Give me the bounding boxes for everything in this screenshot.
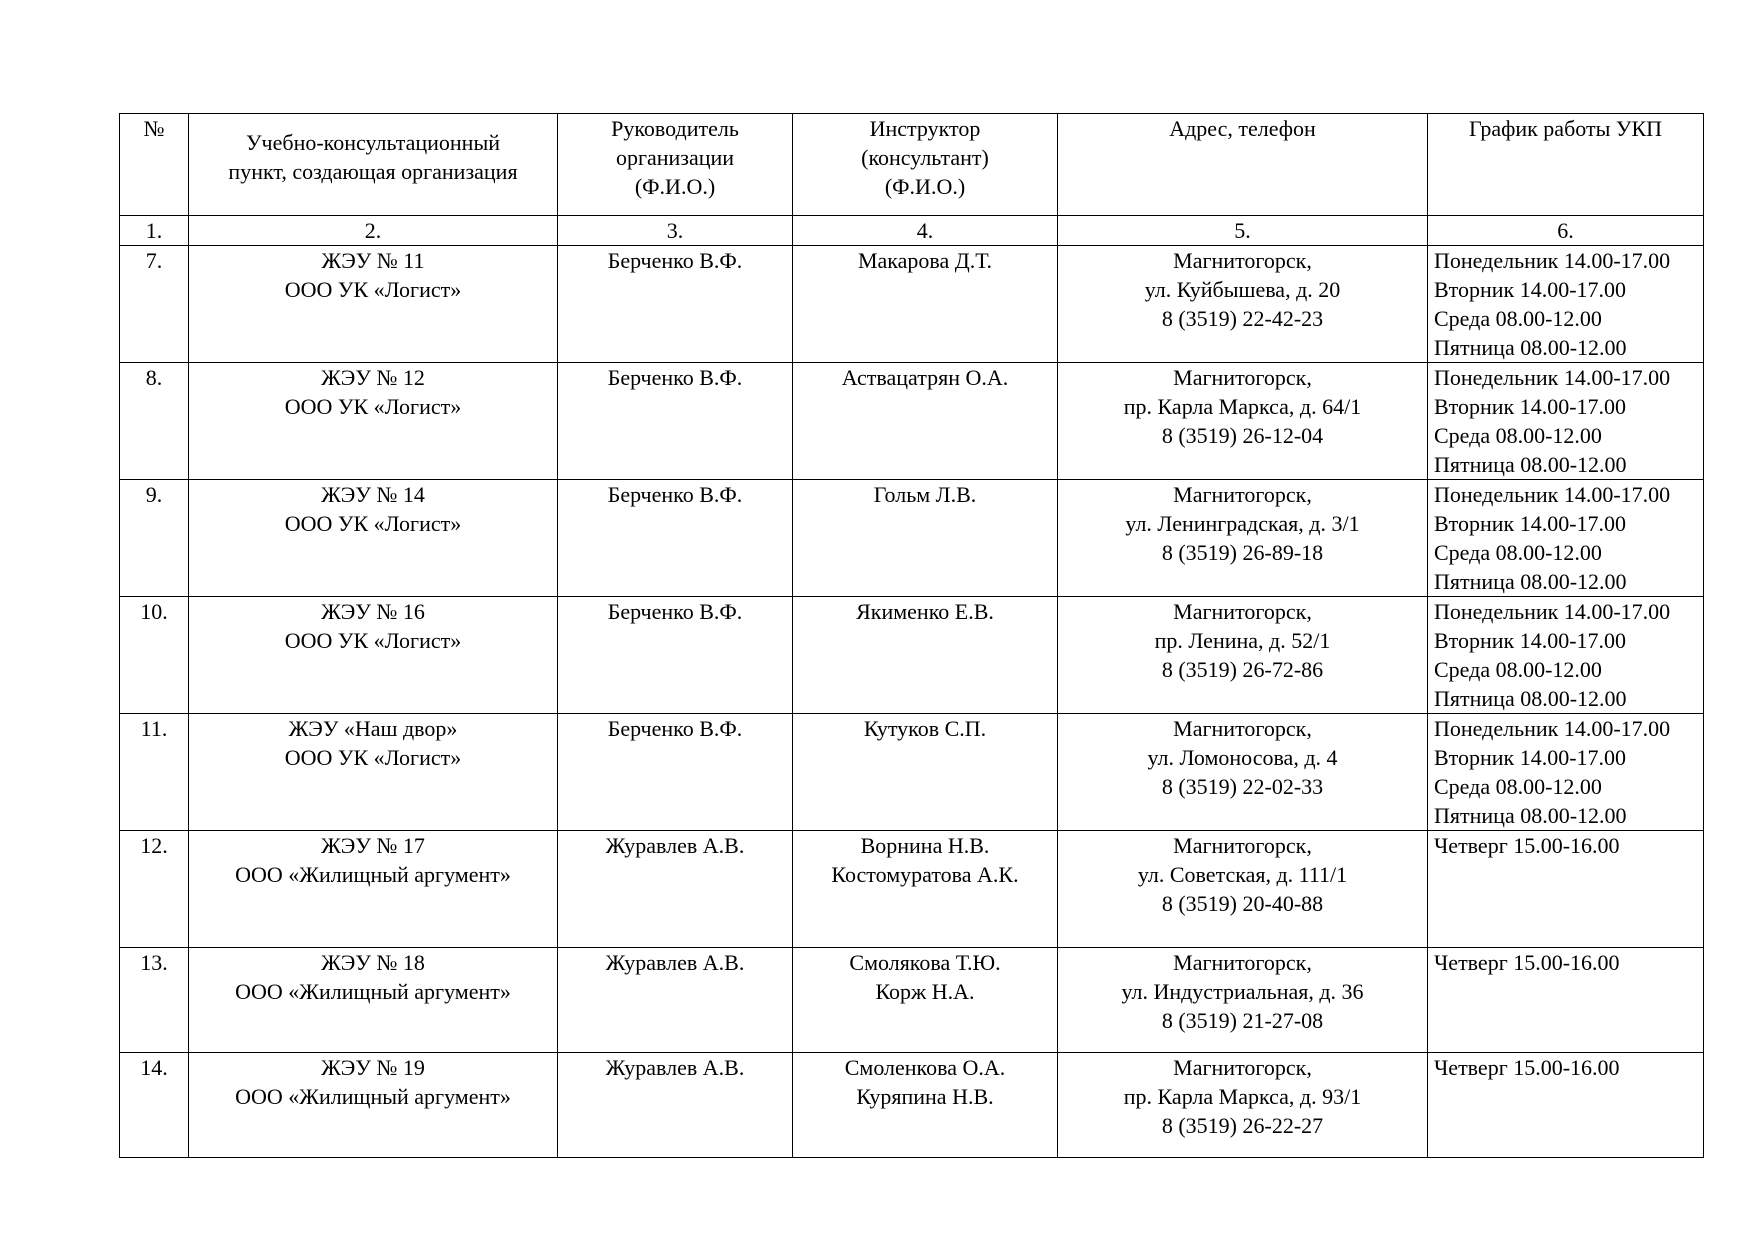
table-row [120,480,1704,597]
address-phone-text: пр. Ленина, д. 52/1 [1154,628,1331,653]
address-phone-text: 8 (3519) 26-22-27 [1161,1113,1324,1138]
work-schedule-text: Среда 08.00-12.00 [1434,657,1602,682]
address-phone-text: 8 (3519) 22-42-23 [1161,306,1324,331]
address-phone-text: ул. Ленинградская, д. 3/1 [1125,511,1360,536]
row-number-cell [120,831,189,948]
work-schedule-text: Понедельник 14.00-17.00 [1434,365,1671,390]
consultation-point-text: ЖЭУ № 18 [321,950,425,975]
address-phone-text: 8 (3519) 26-72-86 [1161,657,1324,682]
instructor-cell [793,948,1058,1053]
work-schedule-cell [1428,714,1704,831]
work-schedule-text: Понедельник 14.00-17.00 [1434,248,1671,273]
column-number: 2. [189,216,558,246]
address-phone-text: Магнитогорск, [1173,482,1312,507]
address-phone-text: Магнитогорск, [1173,833,1312,858]
work-schedule-cell [1428,948,1704,1053]
address-phone-cell [1058,597,1428,714]
header-cell-address [1058,114,1428,216]
address-phone-cell [1058,948,1428,1053]
row-number-text: 9. [145,482,163,507]
table-row [120,246,1704,363]
organization-head-text: Берченко В.Ф. [607,365,743,390]
address-phone-text: Магнитогорск, [1173,1055,1312,1080]
address-phone-cell [1058,363,1428,480]
work-schedule-text: Вторник 14.00-17.00 [1434,277,1627,302]
instructor-cell [793,480,1058,597]
address-phone-text: Магнитогорск, [1173,950,1312,975]
header-text: № [143,116,165,141]
consultation-point-cell [189,831,558,948]
instructor-text: Куряпина Н.В. [856,1084,994,1109]
row-number-cell [120,1053,189,1158]
consultation-point-text: ООО УК «Логист» [284,511,462,536]
row-number-text: 7. [145,248,163,273]
work-schedule-cell [1428,363,1704,480]
row-number-cell [120,363,189,480]
consultation-point-cell [189,363,558,480]
work-schedule-cell [1428,597,1704,714]
column-number: 4. [793,216,1058,246]
address-phone-text: ул. Советская, д. 111/1 [1137,862,1348,887]
address-phone-cell [1058,1053,1428,1158]
table-row [120,363,1704,480]
header-cell-point [189,114,558,216]
row-number-cell [120,597,189,714]
address-phone-text: ул. Куйбышева, д. 20 [1144,277,1341,302]
work-schedule-text: Четверг 15.00-16.00 [1434,950,1620,975]
header-text: (консультант) [861,145,989,170]
column-number-row [120,216,1704,246]
work-schedule-text: Среда 08.00-12.00 [1434,306,1602,331]
instructor-text: Смоленкова О.А. [844,1055,1006,1080]
instructor-text: Аствацатрян О.А. [841,365,1009,390]
column-number: 1. [120,216,189,246]
work-schedule-text: Среда 08.00-12.00 [1434,774,1602,799]
address-phone-text: 8 (3519) 20-40-88 [1161,891,1324,916]
consultation-point-text: ЖЭУ № 14 [321,482,425,507]
work-schedule-text: Пятница 08.00-12.00 [1434,803,1627,828]
row-number-text: 13. [140,950,168,975]
table-row [120,1053,1704,1158]
work-schedule-cell [1428,480,1704,597]
header-text: Учебно-консультационный [245,130,501,155]
instructor-text: Кутуков С.П. [863,716,987,741]
consultation-point-cell [189,480,558,597]
organization-head-text: Берченко В.Ф. [607,716,743,741]
address-phone-text: Магнитогорск, [1173,248,1312,273]
work-schedule-text: Вторник 14.00-17.00 [1434,511,1627,536]
address-phone-text: 8 (3519) 21-27-08 [1161,1008,1324,1033]
consultation-point-text: ЖЭУ № 17 [321,833,425,858]
consultation-point-text: ЖЭУ № 12 [321,365,425,390]
organization-head-cell [558,714,793,831]
instructor-cell [793,363,1058,480]
header-cell-instructor [793,114,1058,216]
address-phone-cell [1058,831,1428,948]
work-schedule-cell [1428,1053,1704,1158]
header-cell-number [120,114,189,216]
instructor-text: Корж Н.А. [875,979,975,1004]
work-schedule-text: Понедельник 14.00-17.00 [1434,599,1671,624]
address-phone-text: 8 (3519) 26-12-04 [1161,423,1324,448]
work-schedule-text: Четверг 15.00-16.00 [1434,1055,1620,1080]
organization-head-text: Журавлев А.В. [605,1055,745,1080]
address-phone-text: пр. Карла Маркса, д. 64/1 [1123,394,1362,419]
row-number-text: 10. [140,599,168,624]
header-text: (Ф.И.О.) [884,174,966,199]
instructor-cell [793,1053,1058,1158]
table-body [120,114,1704,1158]
consultation-point-cell [189,246,558,363]
organization-head-text: Берченко В.Ф. [607,248,743,273]
table-row [120,831,1704,948]
work-schedule-text: Четверг 15.00-16.00 [1434,833,1620,858]
row-number-text: 8. [145,365,163,390]
instructor-text: Костомуратова А.К. [831,862,1019,887]
consultation-point-cell [189,714,558,831]
consultation-point-text: ЖЭУ № 11 [321,248,425,273]
consultation-point-text: ООО «Жилищный аргумент» [235,979,511,1004]
header-text: Инструктор [869,116,981,141]
consultation-point-cell [189,1053,558,1158]
work-schedule-text: Понедельник 14.00-17.00 [1434,482,1671,507]
row-number-cell [120,714,189,831]
row-number-text: 12. [140,833,168,858]
address-phone-text: Магнитогорск, [1173,716,1312,741]
table-row [120,948,1704,1053]
column-number: 6. [1428,216,1704,246]
organization-head-cell [558,363,793,480]
address-phone-text: пр. Карла Маркса, д. 93/1 [1123,1084,1362,1109]
instructor-text: Якименко Е.В. [856,599,994,624]
instructor-text: Ворнина Н.В. [860,833,990,858]
instructor-cell [793,597,1058,714]
work-schedule-text: Вторник 14.00-17.00 [1434,628,1627,653]
work-schedule-text: Пятница 08.00-12.00 [1434,452,1627,477]
consultation-point-text: ООО УК «Логист» [284,277,462,302]
consultation-point-text: ЖЭУ № 16 [321,599,425,624]
organization-head-cell [558,480,793,597]
instructor-cell [793,714,1058,831]
work-schedule-text: Понедельник 14.00-17.00 [1434,716,1671,741]
column-number: 5. [1058,216,1428,246]
header-row [120,114,1704,216]
instructor-text: Гольм Л.В. [873,482,977,507]
consultation-point-cell [189,597,558,714]
consultation-point-text: ЖЭУ «Наш двор» [288,716,458,741]
ukp-schedule-table [119,113,1704,1158]
header-text: Руководитель [611,116,739,141]
address-phone-text: 8 (3519) 26-89-18 [1161,540,1324,565]
instructor-cell [793,831,1058,948]
organization-head-cell [558,831,793,948]
header-text: График работы УКП [1468,116,1662,141]
organization-head-cell [558,1053,793,1158]
organization-head-cell [558,246,793,363]
work-schedule-text: Вторник 14.00-17.00 [1434,394,1627,419]
work-schedule-text: Пятница 08.00-12.00 [1434,569,1627,594]
consultation-point-text: ООО «Жилищный аргумент» [235,1084,511,1109]
header-text: организации [615,145,735,170]
row-number-text: 14. [140,1055,168,1080]
address-phone-cell [1058,246,1428,363]
row-number-cell [120,246,189,363]
address-phone-cell [1058,480,1428,597]
address-phone-text: Магнитогорск, [1173,365,1312,390]
header-cell-head [558,114,793,216]
consultation-point-text: ООО УК «Логист» [284,394,462,419]
work-schedule-text: Пятница 08.00-12.00 [1434,335,1627,360]
instructor-text: Макарова Д.Т. [857,248,993,273]
organization-head-cell [558,948,793,1053]
work-schedule-text: Среда 08.00-12.00 [1434,423,1602,448]
instructor-text: Смолякова Т.Ю. [849,950,1001,975]
address-phone-cell [1058,714,1428,831]
table-row [120,714,1704,831]
consultation-point-text: ООО «Жилищный аргумент» [235,862,511,887]
table-row [120,597,1704,714]
work-schedule-text: Вторник 14.00-17.00 [1434,745,1627,770]
consultation-point-cell [189,948,558,1053]
organization-head-text: Берченко В.Ф. [607,599,743,624]
work-schedule-text: Пятница 08.00-12.00 [1434,686,1627,711]
instructor-cell [793,246,1058,363]
header-cell-schedule [1428,114,1704,216]
address-phone-text: ул. Ломоносова, д. 4 [1147,745,1338,770]
row-number-text: 11. [140,716,168,741]
organization-head-cell [558,597,793,714]
organization-head-text: Журавлев А.В. [605,833,745,858]
organization-head-text: Журавлев А.В. [605,950,745,975]
row-number-cell [120,480,189,597]
row-number-cell [120,948,189,1053]
address-phone-text: 8 (3519) 22-02-33 [1161,774,1324,799]
consultation-point-text: ООО УК «Логист» [284,628,462,653]
consultation-point-text: ООО УК «Логист» [284,745,462,770]
header-text: пункт, создающая организация [228,159,518,184]
work-schedule-cell [1428,246,1704,363]
work-schedule-text: Среда 08.00-12.00 [1434,540,1602,565]
header-text: Адрес, телефон [1169,116,1316,141]
address-phone-text: Магнитогорск, [1173,599,1312,624]
column-number: 3. [558,216,793,246]
work-schedule-cell [1428,831,1704,948]
address-phone-text: ул. Индустриальная, д. 36 [1121,979,1364,1004]
header-text: (Ф.И.О.) [634,174,716,199]
consultation-point-text: ЖЭУ № 19 [321,1055,425,1080]
organization-head-text: Берченко В.Ф. [607,482,743,507]
